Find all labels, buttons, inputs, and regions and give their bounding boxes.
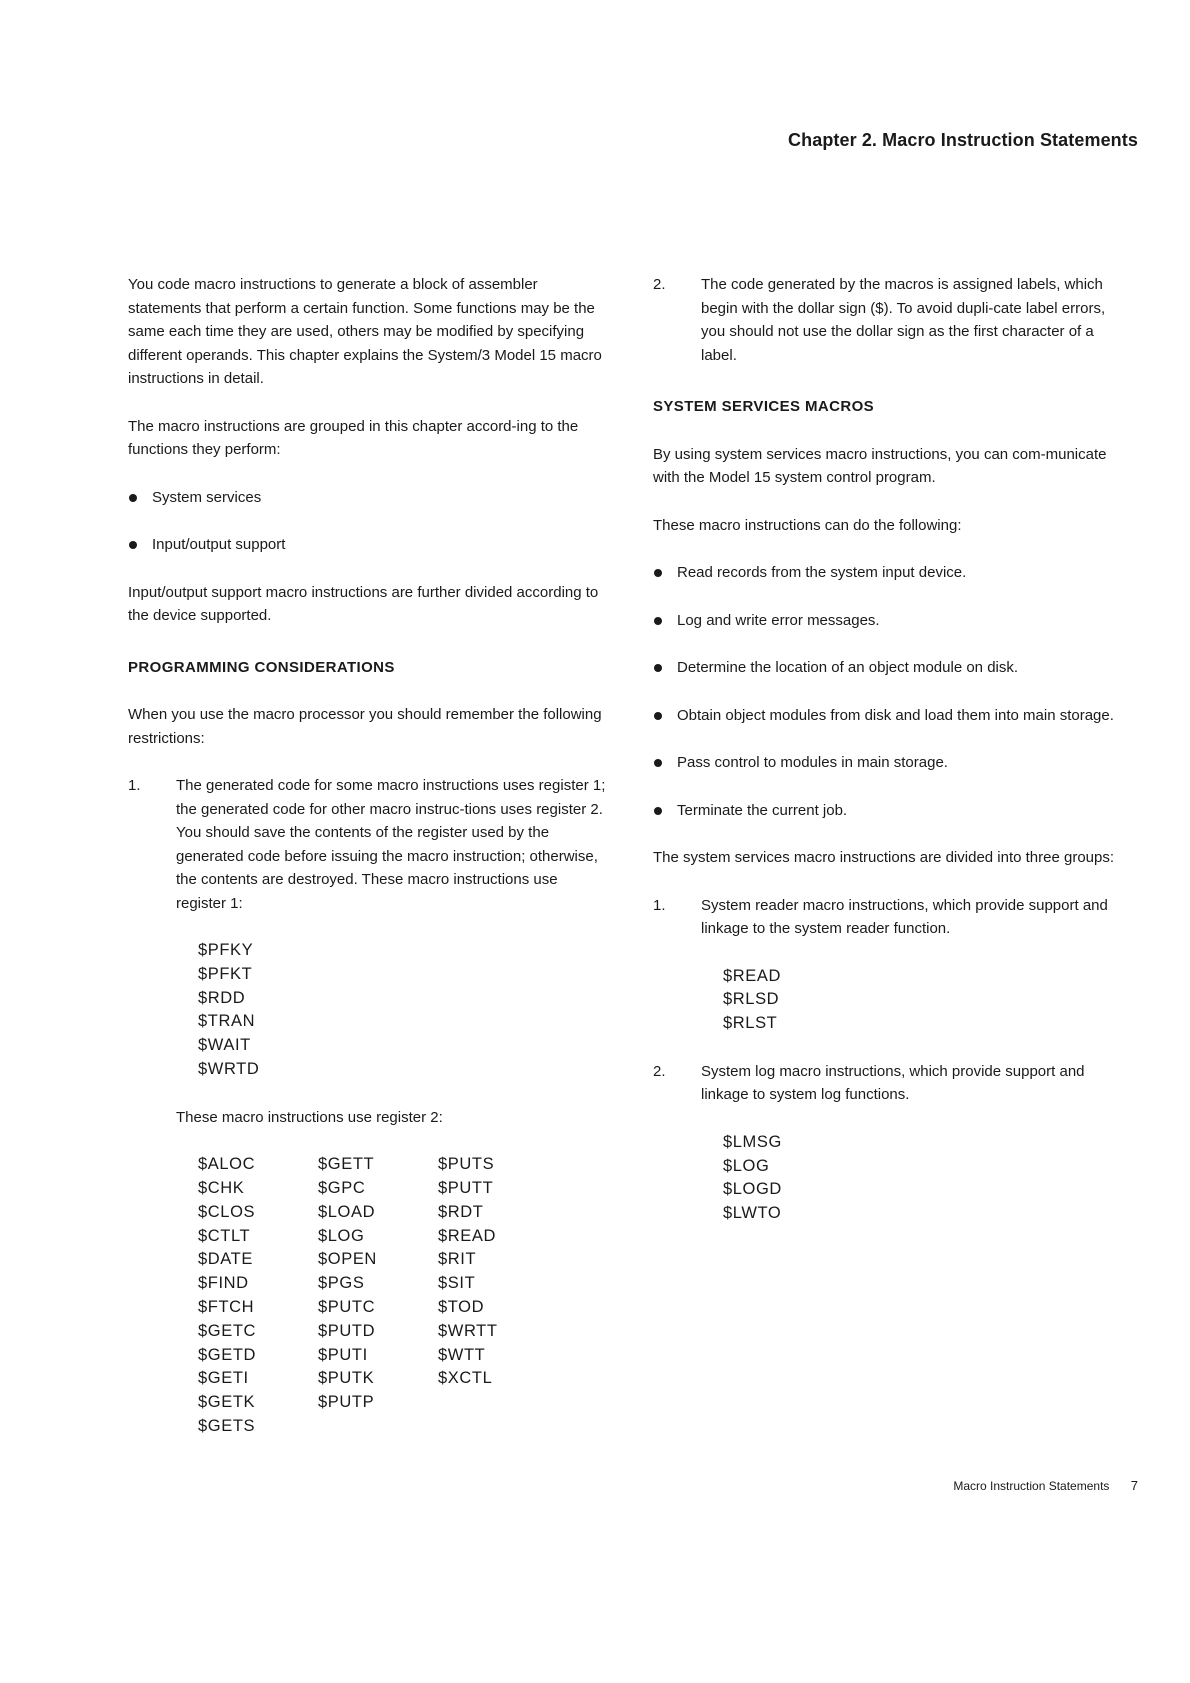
list-item bbox=[653, 273, 1133, 367]
item-number: 1. bbox=[128, 777, 141, 794]
intro-paragraph-1: You code macro instructions to generate a block of assembler statements that perform a certain function. Some functions may be the same each time they are used, others may be modified by specifying different operands. This chapter explains the System/3 Model 15 macro instructions in detail. bbox=[128, 276, 602, 387]
macro-name: $PUTS bbox=[438, 1155, 495, 1174]
macro-name: $GPC bbox=[318, 1179, 366, 1198]
item-number: 2. bbox=[653, 1062, 666, 1080]
list-item: Input/output support bbox=[128, 533, 608, 557]
macro-name: $PUTI bbox=[318, 1345, 368, 1364]
bullet-icon bbox=[654, 807, 662, 815]
item-text: System log macro instructions, which provide support and linkage to system log functions. bbox=[701, 1062, 1085, 1104]
macro-name: $PUTP bbox=[318, 1393, 375, 1412]
macro-name bbox=[438, 1391, 558, 1415]
section-heading-programming: PROGRAMMING CONSIDERATIONS bbox=[128, 658, 395, 676]
macro-groups-list bbox=[128, 486, 608, 557]
macro-name: $TOD bbox=[438, 1298, 485, 1317]
macro-name: $LOGD bbox=[723, 1180, 782, 1199]
right-column bbox=[653, 273, 1133, 1250]
macro-name: $CHK bbox=[198, 1179, 245, 1198]
macro-name: $READ bbox=[723, 966, 782, 985]
macro-name: $PUTT bbox=[438, 1179, 494, 1198]
list-item: Read records from the system input device. bbox=[653, 561, 1133, 585]
macro-name: $LOG bbox=[723, 1156, 770, 1175]
macro-name: $GETS bbox=[198, 1417, 256, 1436]
page-number: 7 bbox=[1130, 1478, 1138, 1493]
intro-paragraph-2: The macro instructions are grouped in this chapter accord-ing to the functions they perform: bbox=[128, 417, 579, 458]
macro-name: $GETI bbox=[198, 1369, 249, 1388]
system-log-macro-list bbox=[723, 1131, 1133, 1226]
macro-name: $RLSD bbox=[723, 990, 780, 1009]
running-title: Macro Instruction Statements bbox=[953, 1479, 1110, 1493]
system-services-paragraph-2: These macro instructions can do the following: bbox=[653, 516, 962, 534]
intro-paragraph-3: Input/output support macro instructions are further divided according to the device supported. bbox=[128, 583, 599, 624]
page-footer bbox=[953, 1478, 1138, 1493]
macro-name: $GETT bbox=[318, 1155, 375, 1174]
macro-name: $PUTC bbox=[318, 1298, 376, 1317]
system-services-paragraph-1: By using system services macro instructions, you can com-municate with the Model 15 system control program. bbox=[653, 445, 1107, 486]
system-services-paragraph-3: The system services macro instructions are divided into three groups: bbox=[653, 849, 1115, 866]
section-intro: When you use the macro processor you should remember the following restrictions: bbox=[128, 706, 602, 747]
list-item: System services bbox=[128, 486, 608, 510]
register1-macro-list bbox=[198, 939, 608, 1082]
macro-name: $RIT bbox=[438, 1250, 477, 1269]
macro-name: $DATE bbox=[198, 1250, 253, 1269]
macro-name: $PGS bbox=[318, 1274, 365, 1293]
macro-name: $OPEN bbox=[318, 1250, 377, 1269]
macro-name: $CTLT bbox=[198, 1226, 251, 1245]
macro-name: $PUTK bbox=[318, 1369, 375, 1388]
macro-name: $WAIT bbox=[198, 1036, 251, 1055]
macro-name: $FIND bbox=[198, 1274, 249, 1293]
list-item: Determine the location of an object module on disk. bbox=[653, 656, 1133, 680]
section-heading-system-services: SYSTEM SERVICES MACROS bbox=[653, 398, 875, 415]
macro-name: $WTT bbox=[438, 1345, 486, 1364]
list-item bbox=[128, 774, 608, 1439]
chapter-title: Chapter 2. Macro Instruction Statements bbox=[788, 130, 1138, 150]
bullet-icon bbox=[654, 569, 662, 577]
bullet-icon bbox=[654, 759, 662, 767]
left-column bbox=[128, 273, 608, 1463]
macro-name: $FTCH bbox=[198, 1298, 255, 1317]
list-item: Pass control to modules in main storage. bbox=[653, 751, 1133, 775]
bullet-icon bbox=[654, 617, 662, 625]
macro-name: $LWTO bbox=[723, 1204, 782, 1223]
item-text: The generated code for some macro instructions uses register 1; the generated code for other macro instruc-tions uses register 2. You should save the contents of the register used by the generated code before issuing the macro instruction; otherwise, the contents are destroyed. These macro instructions use register 1: bbox=[176, 777, 606, 912]
macro-name: $PFKT bbox=[198, 964, 253, 983]
list-item: Log and write error messages. bbox=[653, 609, 1133, 633]
macro-name: $GETK bbox=[198, 1393, 256, 1412]
macro-name: $LOAD bbox=[318, 1202, 376, 1221]
macro-name: $RDT bbox=[438, 1202, 484, 1221]
macro-name: $ALOC bbox=[198, 1155, 256, 1174]
restrictions-list bbox=[128, 774, 608, 1439]
macro-name bbox=[438, 1415, 558, 1439]
list-item bbox=[653, 894, 1133, 1036]
macro-name: $CLOS bbox=[198, 1202, 256, 1221]
macro-name: $LMSG bbox=[723, 1132, 782, 1151]
macro-name: $TRAN bbox=[198, 1012, 256, 1031]
macro-name: $RDD bbox=[198, 988, 246, 1007]
macro-name: $GETC bbox=[198, 1321, 257, 1340]
system-reader-macro-list bbox=[723, 965, 1133, 1036]
list-item: Terminate the current job. bbox=[653, 799, 1133, 823]
item-number: 1. bbox=[653, 896, 666, 914]
item-number: 2. bbox=[653, 276, 666, 293]
macro-name: $SIT bbox=[438, 1274, 476, 1293]
macro-name: $GETD bbox=[198, 1345, 257, 1364]
macro-name: $XCTL bbox=[438, 1369, 493, 1388]
register2-intro: These macro instructions use register 2: bbox=[176, 1108, 443, 1126]
register2-macro-grid bbox=[198, 1153, 608, 1439]
macro-name: $PFKY bbox=[198, 941, 254, 959]
macro-name: $WRTD bbox=[198, 1059, 260, 1078]
groups-list bbox=[653, 894, 1133, 1227]
bullet-icon bbox=[654, 664, 662, 672]
bullet-icon bbox=[129, 494, 137, 502]
macro-name: $WRTT bbox=[438, 1321, 498, 1340]
macro-name: $READ bbox=[438, 1226, 497, 1245]
macro-name bbox=[318, 1415, 438, 1439]
bullet-icon bbox=[654, 712, 662, 720]
restrictions-list-continued bbox=[653, 273, 1133, 367]
macro-name: $RLST bbox=[723, 1014, 778, 1033]
capabilities-list bbox=[653, 561, 1133, 822]
list-item: Obtain object modules from disk and load them into main storage. bbox=[653, 704, 1133, 728]
bullet-icon bbox=[129, 541, 137, 549]
macro-name: $PUTD bbox=[318, 1321, 376, 1340]
item-text: System reader macro instructions, which provide support and linkage to the system reader function. bbox=[701, 896, 1108, 937]
list-item bbox=[653, 1060, 1133, 1226]
item-text: The code generated by the macros is assigned labels, which begin with the dollar sign ($). To avoid dupli-cate label errors, you should not use the dollar sign as the first character of a label. bbox=[701, 276, 1106, 364]
macro-name: $LOG bbox=[318, 1226, 365, 1245]
